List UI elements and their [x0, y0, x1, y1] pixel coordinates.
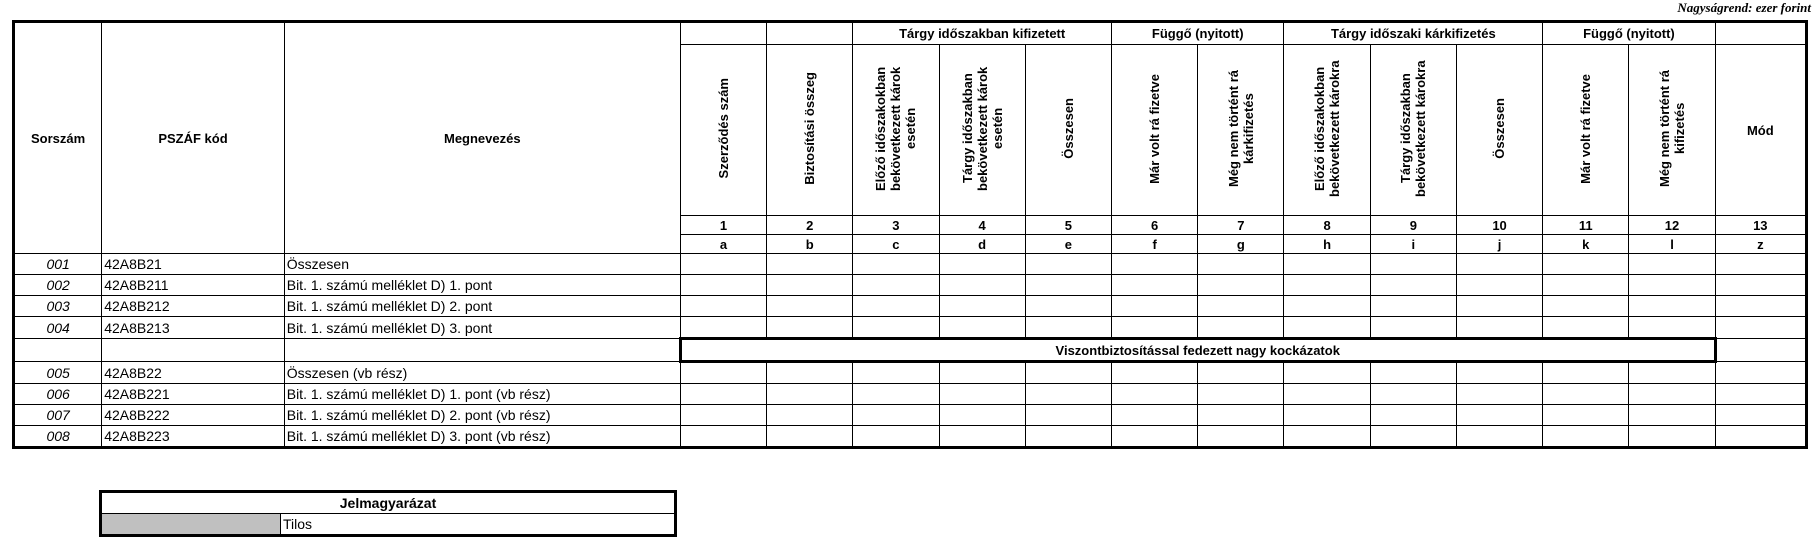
row-sorszam: 008	[14, 426, 102, 448]
data-cell-12[interactable]	[1629, 254, 1715, 275]
data-cell-11[interactable]	[1543, 384, 1629, 405]
data-cell-11[interactable]	[1543, 296, 1629, 317]
header-group-fuggo-2: Függő (nyitott)	[1543, 22, 1715, 45]
data-cell-4[interactable]	[939, 317, 1025, 339]
data-cell-12[interactable]	[1629, 426, 1715, 448]
col-letter-9: i	[1370, 235, 1456, 254]
row-pszaf-kod: 42A8B22	[102, 362, 285, 384]
table-row	[14, 362, 1807, 384]
data-cell-13[interactable]	[1715, 317, 1806, 339]
data-cell-11[interactable]	[1543, 362, 1629, 384]
col-header-11: Már volt rá fizetve	[1543, 45, 1629, 216]
col-header-10: Összesen	[1456, 45, 1542, 216]
data-cell-3[interactable]	[853, 384, 939, 405]
row-pszaf-kod: 42A8B211	[102, 275, 285, 296]
data-cell-13[interactable]	[1715, 384, 1806, 405]
data-cell-9[interactable]	[1370, 275, 1456, 296]
table-row	[14, 254, 1807, 275]
unit-note: Nagyságrend: ezer forint	[1677, 0, 1811, 15]
data-cell-3[interactable]	[853, 426, 939, 448]
header-mod: Mód	[1715, 45, 1806, 216]
header-pszaf-kod: PSZÁF kód	[102, 22, 285, 254]
col-num-9: 9	[1370, 216, 1456, 235]
legend-label-tilos: Tilos	[281, 514, 676, 536]
data-cell-2[interactable]	[767, 317, 853, 339]
data-cell-4[interactable]	[939, 275, 1025, 296]
legend-title: Jelmagyarázat	[101, 492, 676, 514]
data-cell-12[interactable]	[1629, 384, 1715, 405]
data-cell-1[interactable]	[680, 275, 766, 296]
row-megnevezes: Bit. 1. számú melléklet D) 3. pont	[284, 317, 680, 339]
header-group-karkifizetes: Tárgy időszaki kárkifizetés	[1284, 22, 1543, 45]
data-cell-12[interactable]	[1629, 296, 1715, 317]
data-cell-13[interactable]	[1715, 426, 1806, 448]
data-cell-2[interactable]	[767, 384, 853, 405]
data-cell-5[interactable]	[1025, 317, 1111, 339]
data-cell-4[interactable]	[939, 405, 1025, 426]
col-num-2: 2	[767, 216, 853, 235]
row-megnevezes: Bit. 1. számú melléklet D) 1. pont (vb rész)	[284, 384, 680, 405]
col-letter-2: b	[767, 235, 853, 254]
row-pszaf-kod: 42A8B21	[102, 254, 285, 275]
data-cell-9[interactable]	[1370, 384, 1456, 405]
col-letter-11: k	[1543, 235, 1629, 254]
row-megnevezes: Bit. 1. számú melléklet D) 2. pont (vb rész)	[284, 405, 680, 426]
section-row	[14, 339, 1807, 362]
table-row	[14, 405, 1807, 426]
data-cell-5[interactable]	[1025, 362, 1111, 384]
legend-swatch-tilos	[101, 514, 281, 536]
data-cell-4[interactable]	[939, 384, 1025, 405]
data-cell-2[interactable]	[767, 405, 853, 426]
col-header-4: Tárgy időszakban bekövetkezett károk esetén	[939, 45, 1025, 216]
data-cell-5[interactable]	[1025, 384, 1111, 405]
data-cell-8[interactable]	[1284, 426, 1370, 448]
data-cell-3[interactable]	[853, 405, 939, 426]
row-megnevezes: Bit. 1. számú melléklet D) 2. pont	[284, 296, 680, 317]
row-megnevezes: Összesen	[284, 254, 680, 275]
data-cell-8[interactable]	[1284, 296, 1370, 317]
col-header-8: Előző időszakokban bekövetkezett károkra	[1284, 45, 1370, 216]
row-sorszam: 001	[14, 254, 102, 275]
data-cell-10[interactable]	[1456, 362, 1542, 384]
data-cell-9[interactable]	[1370, 405, 1456, 426]
data-cell-6[interactable]	[1112, 362, 1198, 384]
data-cell-13[interactable]	[1715, 254, 1806, 275]
data-cell-8[interactable]	[1284, 275, 1370, 296]
data-cell-1[interactable]	[680, 254, 766, 275]
data-cell-13[interactable]	[1715, 362, 1806, 384]
data-cell-7[interactable]	[1198, 296, 1284, 317]
data-cell-7[interactable]	[1198, 362, 1284, 384]
col-header-6: Már volt rá fizetve	[1112, 45, 1198, 216]
col-letter-6: f	[1112, 235, 1198, 254]
data-cell-5[interactable]	[1025, 426, 1111, 448]
header-sorszam: Sorszám	[14, 22, 102, 254]
data-cell-12[interactable]	[1629, 317, 1715, 339]
data-cell-10[interactable]	[1456, 384, 1542, 405]
data-cell-8[interactable]	[1284, 405, 1370, 426]
data-cell-5[interactable]	[1025, 296, 1111, 317]
col-header-3: Előző időszakokban bekövetkezett károk esetén	[853, 45, 939, 216]
data-cell-8[interactable]	[1284, 362, 1370, 384]
row-sorszam: 003	[14, 296, 102, 317]
col-num-3: 3	[853, 216, 939, 235]
col-letter-7: g	[1198, 235, 1284, 254]
col-letter-10: j	[1456, 235, 1542, 254]
col-num-5: 5	[1025, 216, 1111, 235]
data-cell-3[interactable]	[853, 254, 939, 275]
data-cell-4[interactable]	[939, 254, 1025, 275]
header-group-fuggo-1: Függő (nyitott)	[1112, 22, 1284, 45]
header-group-empty-2	[767, 22, 853, 45]
col-num-11: 11	[1543, 216, 1629, 235]
data-cell-11[interactable]	[1543, 275, 1629, 296]
col-letter-4: d	[939, 235, 1025, 254]
data-cell-3[interactable]	[853, 317, 939, 339]
col-letter-8: h	[1284, 235, 1370, 254]
report-table	[12, 20, 1808, 449]
data-cell-4[interactable]	[939, 362, 1025, 384]
data-cell-7[interactable]	[1198, 317, 1284, 339]
data-cell-11[interactable]	[1543, 405, 1629, 426]
data-cell-2[interactable]	[767, 275, 853, 296]
data-cell-2[interactable]	[767, 362, 853, 384]
data-cell-10[interactable]	[1456, 275, 1542, 296]
data-cell-12[interactable]	[1629, 362, 1715, 384]
row-pszaf-kod: 42A8B222	[102, 405, 285, 426]
data-cell-6[interactable]	[1112, 426, 1198, 448]
data-cell-11[interactable]	[1543, 426, 1629, 448]
row-sorszam: 005	[14, 362, 102, 384]
col-header-7: Még nem történt rá kárkifizetés	[1198, 45, 1284, 216]
data-cell-10[interactable]	[1456, 317, 1542, 339]
col-header-2: Biztosítási összeg	[767, 45, 853, 216]
col-num-13: 13	[1715, 216, 1806, 235]
col-num-7: 7	[1198, 216, 1284, 235]
section-label: Viszontbiztosítással fedezett nagy kockázatok	[680, 339, 1715, 362]
col-num-4: 4	[939, 216, 1025, 235]
col-header-1: Szerződés szám	[680, 45, 766, 216]
row-pszaf-kod: 42A8B221	[102, 384, 285, 405]
data-cell-6[interactable]	[1112, 405, 1198, 426]
data-cell-9[interactable]	[1370, 296, 1456, 317]
col-header-12: Még nem történt rá kifizetés	[1629, 45, 1715, 216]
data-cell-6[interactable]	[1112, 317, 1198, 339]
row-megnevezes: Bit. 1. számú melléklet D) 3. pont (vb rész)	[284, 426, 680, 448]
data-cell-12[interactable]	[1629, 405, 1715, 426]
data-cell-9[interactable]	[1370, 254, 1456, 275]
data-cell-1[interactable]	[680, 362, 766, 384]
col-letter-13: z	[1715, 235, 1806, 254]
data-cell-6[interactable]	[1112, 275, 1198, 296]
data-cell-4[interactable]	[939, 426, 1025, 448]
data-cell-7[interactable]	[1198, 254, 1284, 275]
data-cell-7[interactable]	[1198, 384, 1284, 405]
data-cell-6[interactable]	[1112, 254, 1198, 275]
col-num-6: 6	[1112, 216, 1198, 235]
col-num-8: 8	[1284, 216, 1370, 235]
data-cell-5[interactable]	[1025, 275, 1111, 296]
data-cell-13[interactable]	[1715, 275, 1806, 296]
data-cell-3[interactable]	[853, 275, 939, 296]
table-row	[14, 426, 1807, 448]
col-num-1: 1	[680, 216, 766, 235]
data-cell-5[interactable]	[1025, 405, 1111, 426]
data-cell-10[interactable]	[1456, 426, 1542, 448]
col-letter-12: l	[1629, 235, 1715, 254]
col-num-12: 12	[1629, 216, 1715, 235]
row-sorszam: 002	[14, 275, 102, 296]
row-sorszam: 004	[14, 317, 102, 339]
data-cell-6[interactable]	[1112, 384, 1198, 405]
data-cell-3[interactable]	[853, 296, 939, 317]
data-cell-1[interactable]	[680, 384, 766, 405]
data-cell-2[interactable]	[767, 254, 853, 275]
data-cell-8[interactable]	[1284, 317, 1370, 339]
data-cell-3[interactable]	[853, 362, 939, 384]
header-group-empty-3	[1715, 22, 1806, 45]
col-letter-3: c	[853, 235, 939, 254]
data-cell-13[interactable]	[1715, 405, 1806, 426]
data-cell-10[interactable]	[1456, 405, 1542, 426]
data-cell-7[interactable]	[1198, 275, 1284, 296]
header-group-kifizetett: Tárgy időszakban kifizetett	[853, 22, 1112, 45]
data-cell-1[interactable]	[680, 296, 766, 317]
col-letter-5: e	[1025, 235, 1111, 254]
col-header-9: Tárgy időszakban bekövetkezett károkra	[1370, 45, 1456, 216]
table-row	[14, 317, 1807, 339]
row-pszaf-kod: 42A8B223	[102, 426, 285, 448]
data-cell-9[interactable]	[1370, 362, 1456, 384]
data-cell-2[interactable]	[767, 426, 853, 448]
data-cell-2[interactable]	[767, 296, 853, 317]
data-cell-11[interactable]	[1543, 317, 1629, 339]
data-cell-7[interactable]	[1198, 405, 1284, 426]
data-cell-6[interactable]	[1112, 296, 1198, 317]
table-row	[14, 384, 1807, 405]
data-cell-13[interactable]	[1715, 296, 1806, 317]
row-pszaf-kod: 42A8B213	[102, 317, 285, 339]
row-megnevezes: Bit. 1. számú melléklet D) 1. pont	[284, 275, 680, 296]
data-cell-1[interactable]	[680, 317, 766, 339]
data-cell-5[interactable]	[1025, 254, 1111, 275]
data-cell-1[interactable]	[680, 405, 766, 426]
header-megnevezes: Megnevezés	[284, 22, 680, 254]
data-cell-12[interactable]	[1629, 275, 1715, 296]
data-cell-10[interactable]	[1456, 296, 1542, 317]
table-row	[14, 275, 1807, 296]
row-pszaf-kod: 42A8B212	[102, 296, 285, 317]
row-sorszam: 006	[14, 384, 102, 405]
col-num-10: 10	[1456, 216, 1542, 235]
table-row	[14, 296, 1807, 317]
data-cell-7[interactable]	[1198, 426, 1284, 448]
legend-table	[99, 490, 677, 537]
data-cell-8[interactable]	[1284, 254, 1370, 275]
data-cell-9[interactable]	[1370, 426, 1456, 448]
data-cell-1[interactable]	[680, 426, 766, 448]
data-cell-10[interactable]	[1456, 254, 1542, 275]
data-cell-11[interactable]	[1543, 254, 1629, 275]
row-megnevezes: Összesen (vb rész)	[284, 362, 680, 384]
col-header-5: Összesen	[1025, 45, 1111, 216]
data-cell-4[interactable]	[939, 296, 1025, 317]
header-group-empty-1	[680, 22, 766, 45]
col-letter-1: a	[680, 235, 766, 254]
data-cell-9[interactable]	[1370, 317, 1456, 339]
data-cell-8[interactable]	[1284, 384, 1370, 405]
row-sorszam: 007	[14, 405, 102, 426]
